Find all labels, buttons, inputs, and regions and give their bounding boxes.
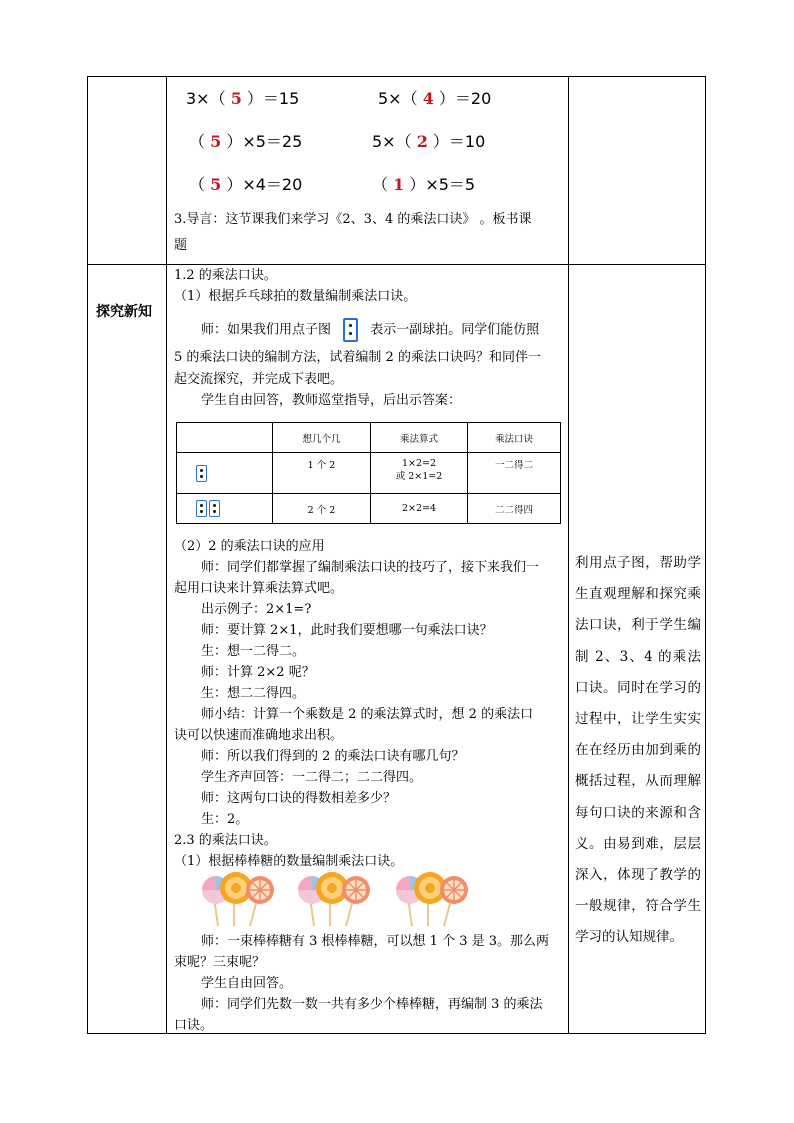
paragraph: 师：同学们先数一数一共有多少个棒棒糖，再编制 3 的乘法: [201, 997, 543, 1012]
table-cell: 二二得四: [468, 494, 561, 524]
table-row: [177, 453, 561, 494]
paragraph: 师小结：计算一个乘数是 2 的乘法算式时，想 2 的乘法口: [201, 707, 534, 722]
table-cell: 一二得二: [468, 453, 561, 494]
paragraph: 师：同学们都掌握了编制乘法口诀的技巧了，接下来我们一: [201, 560, 540, 575]
table-cell: 2×2=4: [371, 494, 468, 524]
paragraph: 出示例子：2×1=?: [201, 602, 312, 617]
paragraph: （2）2 的乘法口诀的应用: [174, 539, 325, 554]
table-header-row: [177, 423, 561, 453]
paragraph: 2.3 的乘法口诀。: [174, 833, 277, 848]
paragraph: 1.2 的乘法口诀。: [174, 268, 277, 283]
equation-1: 3×（ 5 ）＝15: [186, 89, 300, 108]
paragraph: 师：这两句口诀的得数相差多少？: [201, 791, 397, 806]
dot-cell: [177, 494, 273, 524]
equation-3: （ 5 ）×5＝25: [189, 132, 303, 151]
paragraph: 生：想一二得二。: [201, 644, 306, 659]
paragraph: 师：一束棒棒糖有 3 根棒棒糖，可以想 1 个 3 是 3。那么两: [201, 934, 550, 949]
table-header: 想几个几: [273, 423, 371, 453]
table-cell: 1 个 2: [273, 453, 371, 494]
paragraph: 起用口诀来计算乘法算式吧。: [174, 581, 344, 596]
table-header: 乘法算式: [371, 423, 468, 453]
column-divider: [166, 77, 167, 1033]
table-header: [177, 423, 273, 453]
paragraph: 口诀。: [174, 1018, 214, 1033]
dot-card-icon: [196, 465, 207, 482]
equation-2: 5×（ 4 ）＝20: [378, 89, 492, 108]
section-label: 探究新知: [96, 304, 152, 320]
table-row: [177, 494, 561, 524]
paragraph: 师：所以我们得到的 2 的乘法口诀有哪几句？: [201, 749, 465, 764]
dot-cell: [177, 453, 273, 494]
table-header: 乘法口诀: [468, 423, 561, 453]
side-note: 利用点子图，帮助学生直观理解和探究乘法口诀，利于学生编制 2、3、4 的乘法口诀。同时在学习的过程中，让学生实实在在经历由加到乘的概括过程，从而理解每句口诀的来源和含义。由易到难，层层深入，体现了教学的一般规律，符合学生学习的认知规律。: [575, 555, 701, 946]
paragraph: 师：要计算 2×1，此时我们要想哪一句乘法口诀？: [201, 623, 493, 638]
dot-card-icon: [343, 318, 358, 342]
equation-4: 5×（ 2 ）＝10: [372, 132, 486, 151]
row-divider: [88, 264, 705, 265]
table-cell: 1×2=2 或 2×1=2: [371, 453, 468, 494]
paragraph: 5 的乘法口诀的编制方法，试着编制 2 的乘法口诀吗？和同伴一: [174, 350, 541, 365]
dot-card-icon: [196, 500, 207, 517]
multiplication-table: [176, 422, 561, 524]
paragraph: 学生自由回答，教师巡堂指导，后出示答案：: [201, 393, 462, 408]
paragraph: 生：想二二得四。: [201, 686, 306, 701]
paragraph: 师：如果我们用点子图 表示一副球拍。同学们能仿照: [201, 318, 539, 342]
table-cell: 2 个 2: [273, 494, 371, 524]
paragraph: 生：2。: [201, 812, 249, 827]
paragraph: 师：计算 2×2 呢？: [201, 665, 315, 680]
paragraph: 学生齐声回答：一二得二；二二得四。: [201, 770, 423, 785]
intro-line: 3.导言：这节课我们来学习《2、3、4 的乘法口诀》 。板书课: [174, 212, 532, 227]
paragraph: 诀可以快速而准确地求出积。: [174, 728, 344, 743]
paragraph: （1）根据乒乓球拍的数量编制乘法口诀。: [174, 289, 417, 304]
lollipop-bunches-image: [200, 870, 490, 928]
column-divider: [568, 77, 569, 1033]
paragraph: （1）根据棒棒糖的数量编制乘法口诀。: [174, 854, 404, 869]
equation-6: （ 1 ）×5＝5: [372, 175, 476, 194]
equation-5: （ 5 ）×4＝20: [189, 175, 303, 194]
paragraph: 束呢？三束呢？: [174, 955, 266, 970]
dot-card-icon: [209, 500, 220, 517]
intro-line: 题: [174, 238, 188, 253]
paragraph: 学生自由回答。: [201, 976, 293, 991]
paragraph: 起交流探究，并完成下表吧。: [174, 372, 344, 387]
